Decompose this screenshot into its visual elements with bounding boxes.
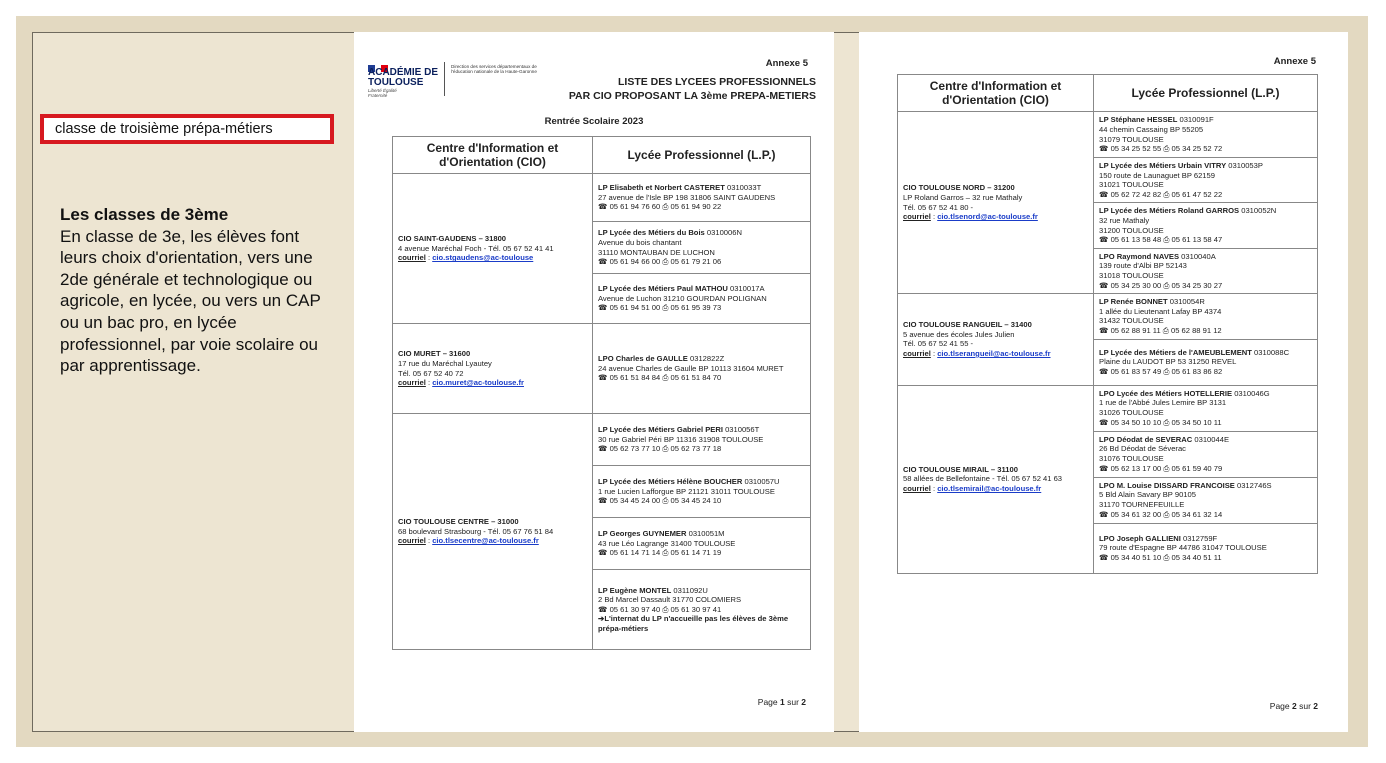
table-row	[898, 385, 1318, 431]
lp-address-line: ☎ 05 61 30 97 40 ⎙ 05 61 30 97 41	[598, 604, 722, 614]
cio-email-row	[903, 212, 1088, 222]
lp-address-line: 24 avenue Charles de Gaulle BP 10113 31604 MURET	[598, 363, 784, 373]
cio-name: CIO MURET – 31600	[398, 349, 471, 359]
document-title-line2: PAR CIO PROPOSANT LA 3ème PREPA-METIERS	[568, 90, 816, 102]
lp-name: LPO Charles de GAULLE	[598, 354, 688, 364]
page-number	[758, 697, 806, 707]
cio-address: LP Roland Garros – 32 rue Mathaly Tél. 05 67 52 41 80 -	[903, 192, 1023, 212]
cio-email-colon: :	[930, 348, 938, 358]
lp-cell	[1094, 523, 1318, 573]
cio-address: 58 allées de Bellefontaine - Tél. 05 67 52 41 63	[903, 474, 1063, 484]
lp-address-line: ☎ 05 61 14 71 14 ⎙ 05 61 14 71 19	[598, 548, 722, 558]
side-body: En classe de 3e, les élèves font leurs choix d'orientation, vers une 2de générale et technologique ou agricole, en lycée, ou vers un CAP ou un bac pro, en lycée professionnel, par voie scolaire ou par apprentissage.	[60, 226, 321, 376]
lp-cell	[593, 414, 811, 466]
lp-address-line: ☎ 05 62 88 91 11 ⎙ 05 62 88 91 12	[1099, 325, 1222, 335]
lp-name: LP Lycée des Métiers de l'AMEUBLEMENT	[1099, 347, 1252, 357]
cio-email-row	[398, 253, 587, 263]
slide-title-box	[40, 114, 334, 144]
lp-address-line: ☎ 05 61 13 58 48 ⎙ 05 61 13 58 47	[1099, 235, 1223, 245]
cio-email-colon: :	[930, 212, 938, 222]
page-number-sep: sur	[1296, 701, 1314, 711]
lp-address-line: 31079 TOULOUSE	[1099, 134, 1164, 144]
lp-address-line: Avenue de Luchon 31210 GOURDAN POLIGNAN	[598, 293, 767, 303]
page-number-prefix: Page	[1269, 701, 1292, 711]
cio-address: 68 boulevard Strasbourg - Tél. 05 67 76 51 84	[398, 526, 554, 536]
lp-address-line: 1 rue de l'Abbé Jules Lemire BP 3131	[1099, 398, 1227, 408]
page-number-prefix: Page	[757, 697, 780, 707]
lp-address-line: 32 rue Mathaly	[1099, 215, 1150, 225]
lp-cell	[1094, 477, 1318, 523]
lp-cell	[1094, 112, 1318, 158]
lp-cell	[593, 570, 811, 650]
lp-code: 0310017A	[729, 284, 765, 294]
lp-address-line: ☎ 05 61 83 57 49 ⎙ 05 61 83 86 82	[1099, 366, 1223, 376]
lp-code: 0310056T	[725, 425, 760, 435]
lp-header	[1099, 115, 1312, 125]
lp-header	[598, 183, 805, 193]
lp-cell	[1094, 158, 1318, 203]
lp-cell	[593, 222, 811, 274]
lp-name: LP Lycée des Métiers Roland GARROS	[1099, 206, 1240, 216]
lp-header	[1099, 435, 1312, 445]
lp-name: LPO Déodat de SEVERAC	[1099, 434, 1193, 444]
cio-email-link[interactable]: cio.tlsecentre@ac-toulouse.fr	[432, 536, 539, 546]
lp-code: 0310051M	[688, 529, 725, 539]
lp-address-line: 31170 TOURNEFEUILLE	[1099, 500, 1185, 509]
document-title	[534, 75, 816, 103]
cio-email-colon: :	[425, 253, 433, 263]
lp-code: 0310053P	[1228, 161, 1263, 170]
cio-cell	[898, 112, 1094, 294]
lp-header	[598, 586, 805, 596]
cio-email-label: courriel	[903, 212, 931, 222]
lp-code: 0310088C	[1254, 347, 1290, 357]
lp-name: LP Elisabeth et Norbert CASTERET	[598, 183, 725, 193]
lp-header	[598, 354, 805, 364]
annexe-label: Annexe 5	[765, 58, 808, 69]
table-row	[393, 324, 811, 414]
column-header-cio: Centre d'Information et d'Orientation (CIO)	[393, 137, 593, 174]
cio-email-colon: :	[930, 483, 938, 493]
cio-email-row	[903, 349, 1088, 359]
annexe-label: Annexe 5	[1273, 56, 1316, 67]
lp-cell	[593, 274, 811, 324]
cio-address: 5 avenue des écoles Jules Julien Tél. 05 67 52 41 55 -	[903, 329, 1015, 349]
lp-cell	[593, 518, 811, 570]
page-number-current: 1	[780, 697, 785, 707]
lp-address-line: ☎ 05 34 25 52 55 ⎙ 05 34 25 52 72	[1099, 144, 1223, 154]
french-flag-icon	[368, 59, 388, 66]
lp-cell	[1094, 294, 1318, 339]
cio-email-label: courriel	[398, 536, 426, 546]
lp-table-page-1	[392, 136, 811, 650]
cio-name: CIO TOULOUSE RANGUEIL – 31400	[903, 320, 1032, 330]
cio-email-link[interactable]: cio.muret@ac-toulouse.fr	[432, 378, 524, 388]
lp-address-line: 44 chemin Cassaing BP 55205	[1099, 124, 1204, 134]
lp-address-line: 43 rue Léo Lagrange 31400 TOULOUSE	[598, 538, 736, 548]
slide-title: classe de troisième prépa-métiers	[55, 121, 273, 137]
lp-cell	[1094, 203, 1318, 248]
lp-address-line: 31018 TOULOUSE	[1099, 270, 1164, 280]
cio-email-link[interactable]: cio.tlsenord@ac-toulouse.fr	[937, 212, 1038, 222]
lp-header	[598, 477, 805, 487]
lp-address-line: 2 Bd Marcel Dassault 31770 COLOMIERS	[598, 595, 742, 605]
cio-cell	[898, 294, 1094, 385]
cio-cell	[393, 414, 593, 650]
lp-name: LP Lycée des Métiers Urbain VITRY	[1099, 161, 1227, 170]
lp-address-line: 5 Bld Alain Savary BP 90105	[1099, 490, 1196, 500]
direction-label: Direction des services départementaux de l'éducation nationale de la Haute-Garonne	[451, 64, 537, 75]
cio-cell	[393, 324, 593, 414]
lp-header	[1099, 389, 1312, 399]
lp-address-line: 31200 TOULOUSE	[1099, 225, 1164, 235]
cio-name: CIO TOULOUSE MIRAIL – 31100	[903, 464, 1018, 474]
side-description	[60, 204, 330, 377]
table-header-row	[898, 75, 1318, 112]
lp-address-line: ☎ 05 62 13 17 00 ⎙ 05 61 59 40 79	[1099, 463, 1223, 473]
lp-header	[598, 425, 805, 435]
column-header-lp: Lycée Professionnel (L.P.)	[593, 137, 811, 174]
lp-address-line: 31076 TOULOUSE	[1099, 454, 1164, 463]
lp-code: 0310054R	[1169, 297, 1205, 307]
lp-address-line: ☎ 05 34 50 10 10 ⎙ 05 34 50 10 11	[1099, 417, 1222, 427]
lp-header	[598, 284, 805, 294]
academy-motto: Liberté Égalité Fraternité	[368, 88, 397, 98]
lp-header	[1099, 534, 1312, 544]
table-header-row	[393, 137, 811, 174]
lp-header	[1099, 297, 1312, 307]
lp-header	[1099, 252, 1312, 262]
lp-address-line: ☎ 05 62 72 42 82 ⎙ 05 61 47 52 22	[1099, 189, 1223, 199]
lp-name: LP Stéphane HESSEL	[1099, 115, 1178, 125]
lp-code: 0310057U	[744, 477, 780, 487]
cio-email-link[interactable]: cio.tlserangueil@ac-toulouse.fr	[937, 348, 1051, 358]
page-number	[1270, 701, 1318, 711]
lp-address-line: 30 rue Gabriel Péri BP 11316 31908 TOULOUSE	[598, 434, 764, 444]
lp-address-line: 27 avenue de l'Isle BP 198 31806 SAINT GAUDENS	[598, 192, 776, 202]
academy-logo: ACADÉMIE DE TOULOUSE	[368, 67, 439, 88]
lp-header	[598, 228, 805, 238]
lp-note: ➔L'internat du LP n'accueille pas les élèves de 3ème prépa-métiers	[598, 614, 789, 633]
lp-cell	[593, 174, 811, 222]
lp-name: LPO Lycée des Métiers HOTELLERIE	[1099, 388, 1233, 398]
lp-code: 0310052N	[1241, 206, 1277, 216]
lp-cell	[1094, 431, 1318, 477]
lp-address-line: ☎ 05 61 94 66 00 ⎙ 05 61 79 21 06	[598, 257, 722, 267]
lp-name: LP Lycée des Métiers Hélène BOUCHER	[598, 477, 743, 487]
lp-address-line: 1 rue Lucien Lafforgue BP 21121 31011 TOULOUSE	[598, 486, 775, 496]
lp-name: LPO Joseph GALLIENI	[1099, 533, 1181, 543]
lp-name: LP Renée BONNET	[1099, 297, 1168, 307]
lp-address-line: 31021 TOULOUSE	[1099, 180, 1164, 190]
cio-name: CIO TOULOUSE CENTRE – 31000	[398, 517, 519, 527]
lp-name: LP Georges GUYNEMER	[598, 529, 687, 539]
lp-code: 0310033T	[727, 183, 762, 193]
lp-name: LP Eugène MONTEL	[598, 585, 672, 595]
table-row	[898, 294, 1318, 339]
lp-name: LP Lycée des Métiers Paul MATHOU	[598, 284, 728, 294]
cio-email-label: courriel	[398, 253, 426, 263]
document-page-2	[859, 32, 1348, 732]
page-number-total: 2	[1313, 701, 1318, 711]
lp-cell	[593, 466, 811, 518]
lp-name: LPO Raymond NAVES	[1099, 251, 1180, 261]
cio-email-row	[903, 484, 1088, 494]
lp-header	[1099, 348, 1312, 358]
lp-cell	[1094, 339, 1318, 385]
document-page-1	[354, 32, 834, 732]
lp-header	[1099, 481, 1312, 491]
cio-email-label: courriel	[398, 378, 426, 388]
lp-address-line: 139 route d'Albi BP 52143	[1099, 261, 1187, 271]
page-number-sep: sur	[784, 697, 802, 707]
lp-address-line: Avenue du bois chantant	[598, 237, 682, 247]
lp-table-page-2	[897, 74, 1318, 574]
table-row	[393, 414, 811, 466]
lp-code: 0310040A	[1181, 251, 1216, 261]
lp-cell	[593, 324, 811, 414]
lp-address-line: ☎ 05 62 73 77 10 ⎙ 05 62 73 77 18	[598, 444, 722, 454]
column-header-cio: Centre d'Information et d'Orientation (CIO)	[898, 75, 1094, 112]
lp-code: 0311092U	[673, 585, 708, 595]
lp-cell	[1094, 385, 1318, 431]
cio-email-row	[398, 536, 587, 546]
column-header-lp: Lycée Professionnel (L.P.)	[1094, 75, 1318, 112]
lp-address-line: ☎ 05 34 45 24 00 ⎙ 05 34 45 24 10	[598, 496, 722, 506]
lp-address-line: 31432 TOULOUSE	[1099, 316, 1164, 326]
logo-separator	[444, 62, 445, 96]
lp-cell	[1094, 248, 1318, 293]
lp-name: LP Lycée des Métiers du Bois	[598, 228, 705, 238]
cio-email-colon: :	[425, 378, 433, 388]
cio-email-link[interactable]: cio.tlsemirail@ac-toulouse.fr	[937, 483, 1042, 493]
cio-name: CIO TOULOUSE NORD – 31200	[903, 183, 1015, 193]
cio-address: 17 rue du Maréchal Lyautey Tél. 05 67 52 40 72	[398, 358, 492, 378]
page-number-total: 2	[801, 697, 806, 707]
document-title-line1: LISTE DES LYCEES PROFESSIONNELS	[618, 76, 816, 88]
lp-name: LPO M. Louise DISSARD FRANCOISE	[1099, 480, 1235, 490]
lp-name: LP Lycée des Métiers Gabriel PERI	[598, 425, 723, 435]
lp-header	[598, 529, 805, 539]
cio-email-label: courriel	[903, 348, 931, 358]
lp-address-line: ☎ 05 34 61 32 00 ⎙ 05 34 61 32 14	[1099, 509, 1223, 519]
lp-address-line: 31026 TOULOUSE	[1099, 408, 1164, 417]
lp-address-line: ☎ 05 61 51 84 84 ⎙ 05 61 51 84 70	[598, 373, 722, 383]
table-row	[393, 174, 811, 222]
table-body	[393, 174, 811, 650]
lp-code: 0310044E	[1194, 434, 1230, 444]
lp-code: 0312822Z	[690, 354, 725, 364]
lp-address-line: ☎ 05 61 94 76 60 ⎙ 05 61 94 90 22	[598, 202, 722, 212]
lp-code: 0312759F	[1182, 533, 1218, 543]
lp-address-line: ☎ 05 34 40 51 10 ⎙ 05 34 40 51 11	[1099, 552, 1222, 562]
school-year: Rentrée Scolaire 2023	[544, 116, 644, 127]
cio-address: 4 avenue Maréchal Foch - Tél. 05 67 52 41 41	[398, 243, 554, 253]
table-row	[898, 112, 1318, 158]
table-body	[898, 112, 1318, 574]
side-heading: Les classes de 3ème	[60, 205, 229, 224]
lp-address-line: 1 allée du Lieutenant Lafay BP 4374	[1099, 306, 1222, 316]
lp-header	[1099, 161, 1312, 171]
lp-address-line: 26 Bd Déodat de Séverac	[1099, 444, 1186, 454]
cio-name: CIO SAINT-GAUDENS – 31800	[398, 234, 507, 244]
cio-email-row	[398, 378, 587, 388]
lp-code: 0310091F	[1179, 115, 1214, 125]
lp-address-line: 31110 MONTAUBAN DE LUCHON	[598, 247, 715, 257]
cio-email-label: courriel	[903, 483, 931, 493]
cio-email-colon: :	[425, 536, 433, 546]
cio-email-link[interactable]: cio.stgaudens@ac-toulouse	[432, 253, 534, 263]
lp-address-line: Plaine du LAUDOT BP 53 31250 REVEL	[1099, 357, 1237, 367]
cio-cell	[393, 174, 593, 324]
lp-code: 0310046G	[1234, 388, 1270, 398]
lp-address-line: 79 route d'Espagne BP 44786 31047 TOULOUSE	[1099, 543, 1267, 553]
page-number-current: 2	[1292, 701, 1297, 711]
lp-header	[1099, 206, 1312, 216]
lp-code: 0312746S	[1236, 480, 1272, 490]
lp-address-line: ☎ 05 34 25 30 00 ⎙ 05 34 25 30 27	[1099, 280, 1223, 290]
lp-address-line: 150 route de Launaguet BP 62159	[1099, 170, 1215, 180]
cio-cell	[898, 385, 1094, 573]
lp-code: 0310006N	[706, 228, 742, 238]
lp-address-line: ☎ 05 61 94 51 00 ⎙ 05 61 95 39 73	[598, 303, 722, 313]
